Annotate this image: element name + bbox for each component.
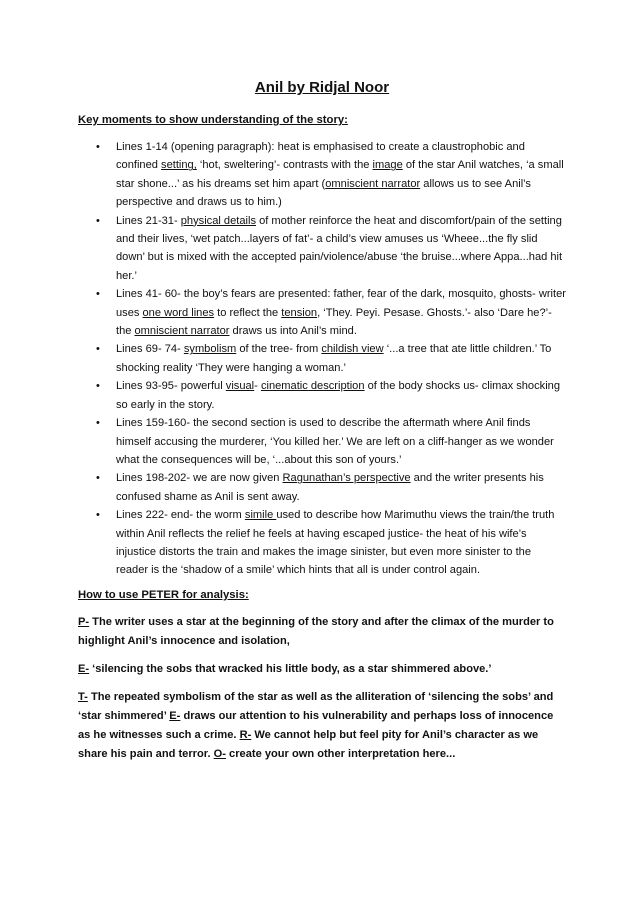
- text-run: Lines 21-31-: [116, 214, 181, 227]
- text-run: Lines 41- 60- the boy’s fears are presented: father, fear of the dark, mosquito, ghosts- writer uses: [116, 288, 566, 319]
- bullet-icon: •: [96, 141, 100, 153]
- underlined-term: image: [372, 159, 403, 172]
- underlined-term: visual: [225, 380, 255, 393]
- text-run: -: [254, 380, 261, 393]
- text-run: Lines 198-202- we are now given: [116, 472, 283, 485]
- text-run: draws us into Anil’s mind.: [229, 325, 357, 338]
- bullet-icon: •: [96, 472, 100, 485]
- text-run: , ‘They. Peyi. Pesase. Ghosts.’- also ‘Dare he?’- the: [116, 306, 552, 338]
- text-run: ‘silencing the sobs that wracked his little body, as a star shimmered above.’: [89, 662, 492, 675]
- bullet-icon: •: [96, 214, 100, 227]
- bullet-icon: •: [96, 343, 100, 356]
- text-run: of the star Anil watches, ‘a small star shone...’ as his dreams set him apart (: [116, 159, 564, 190]
- peter-section: [78, 613, 566, 764]
- underlined-term: E-: [78, 662, 90, 675]
- text-run: of the tree- from: [236, 343, 322, 356]
- text-run: draws our attention to his vulnerability and perhaps loss of innocence as he witnesses such a crime.: [78, 709, 554, 741]
- underlined-term: tension: [281, 306, 318, 319]
- text-run: ‘...a tree that ate little children.’ To shocking reality ‘They were hanging a woman.’: [116, 343, 552, 374]
- underlined-term: E-: [169, 709, 181, 722]
- text-run: to reflect the: [214, 306, 282, 319]
- text-run: create your own other interpretation here...: [225, 747, 456, 760]
- bullet-icon: •: [96, 380, 100, 393]
- underlined-term: setting,: [161, 159, 197, 172]
- bullet-icon: •: [96, 417, 100, 430]
- text-run: Lines 69- 74-: [116, 343, 184, 356]
- key-moment-item: [78, 414, 566, 469]
- peter-heading: How to use PETER for analysis:: [78, 588, 249, 601]
- text-run: ‘hot, sweltering’- contrasts with the: [196, 159, 373, 172]
- text-run: The writer uses a star at the beginning of the story and after the climax of the murder to highlight Anil’s innocence and isolation,: [78, 615, 554, 647]
- text-run: Lines 159-160- the second section is used to describe the aftermath where Anil finds himself accusing the murderer, ‘You killed her.’ We are left on a cliff-hanger as we wonder what the consequences will be, ‘...about this son of yours.’: [116, 417, 554, 466]
- key-moment-item: [78, 377, 566, 414]
- underlined-term: Ragunathan’s perspective: [282, 472, 411, 485]
- peter-point-paragraph: [78, 613, 566, 651]
- key-moment-item: [78, 469, 566, 506]
- underlined-term: T-: [78, 690, 88, 703]
- underlined-term: childish view: [321, 343, 384, 356]
- underlined-term: O-: [213, 747, 226, 760]
- underlined-term: physical details: [180, 214, 256, 227]
- underlined-term: simile: [244, 509, 277, 522]
- document-title: Anil by Ridjal Noor: [254, 79, 390, 96]
- text-run: used to describe how Marimuthu views the train/the truth within Anil reflects the relief he feels at having escaped justice- the heat of his wife’s injustice distorts the train and makes the image sinister, but even more sinister to the reader is the ‘shadow of a smile’ which hints that all is under control again.: [116, 509, 555, 577]
- underlined-term: one word lines: [142, 306, 215, 319]
- key-moments-heading: Key moments to show understanding of the story:: [78, 114, 348, 126]
- peter-evidence-paragraph: [78, 660, 566, 679]
- text-run: and the writer presents his confused shame as Anil is sent away.: [116, 472, 544, 503]
- text-run: of the body shocks us- climax shocking so early in the story.: [116, 380, 560, 411]
- underlined-term: R-: [239, 728, 252, 741]
- key-moment-item: [78, 340, 566, 377]
- bullet-icon: •: [96, 288, 100, 301]
- underlined-term: P-: [78, 615, 90, 628]
- text-run: Lines 93-95- powerful: [116, 380, 226, 393]
- text-run: allows us to see Anil’s perspective and draws us to him.): [116, 177, 531, 209]
- underlined-term: omniscient narrator: [134, 325, 230, 338]
- peter-technique-paragraph: [78, 688, 566, 764]
- underlined-term: symbolism: [183, 343, 237, 356]
- text-run: The repeated symbolism of the star as well as the alliteration of ‘silencing the sobs’ and ‘star shimmered’: [78, 690, 554, 722]
- key-moment-item: [78, 138, 566, 212]
- bullet-icon: •: [96, 509, 100, 522]
- underlined-term: omniscient narrator: [325, 177, 421, 190]
- text-run: Lines 1-14 (opening paragraph): heat is emphasised to create a claustrophobic and confined: [116, 141, 525, 172]
- text-run: Lines 222- end- the worm: [116, 509, 245, 522]
- key-moment-item: [78, 506, 566, 580]
- key-moment-item: [78, 285, 566, 340]
- key-moment-item: [78, 212, 566, 286]
- text-run: of mother reinforce the heat and discomfort/pain of the setting and their lives, ‘wet patch...layers of fat’- a child’s view amuses us ‘Wheee...the fly slid down’ but is mixed with the accepted pain/violence/abuse ‘the bruise...where Appa...had hit her.’: [116, 214, 563, 282]
- underlined-term: cinematic description: [260, 380, 365, 393]
- key-moments-list: [78, 138, 566, 580]
- text-run: We cannot help but feel pity for Anil’s character as we share his pain and terror.: [78, 728, 539, 760]
